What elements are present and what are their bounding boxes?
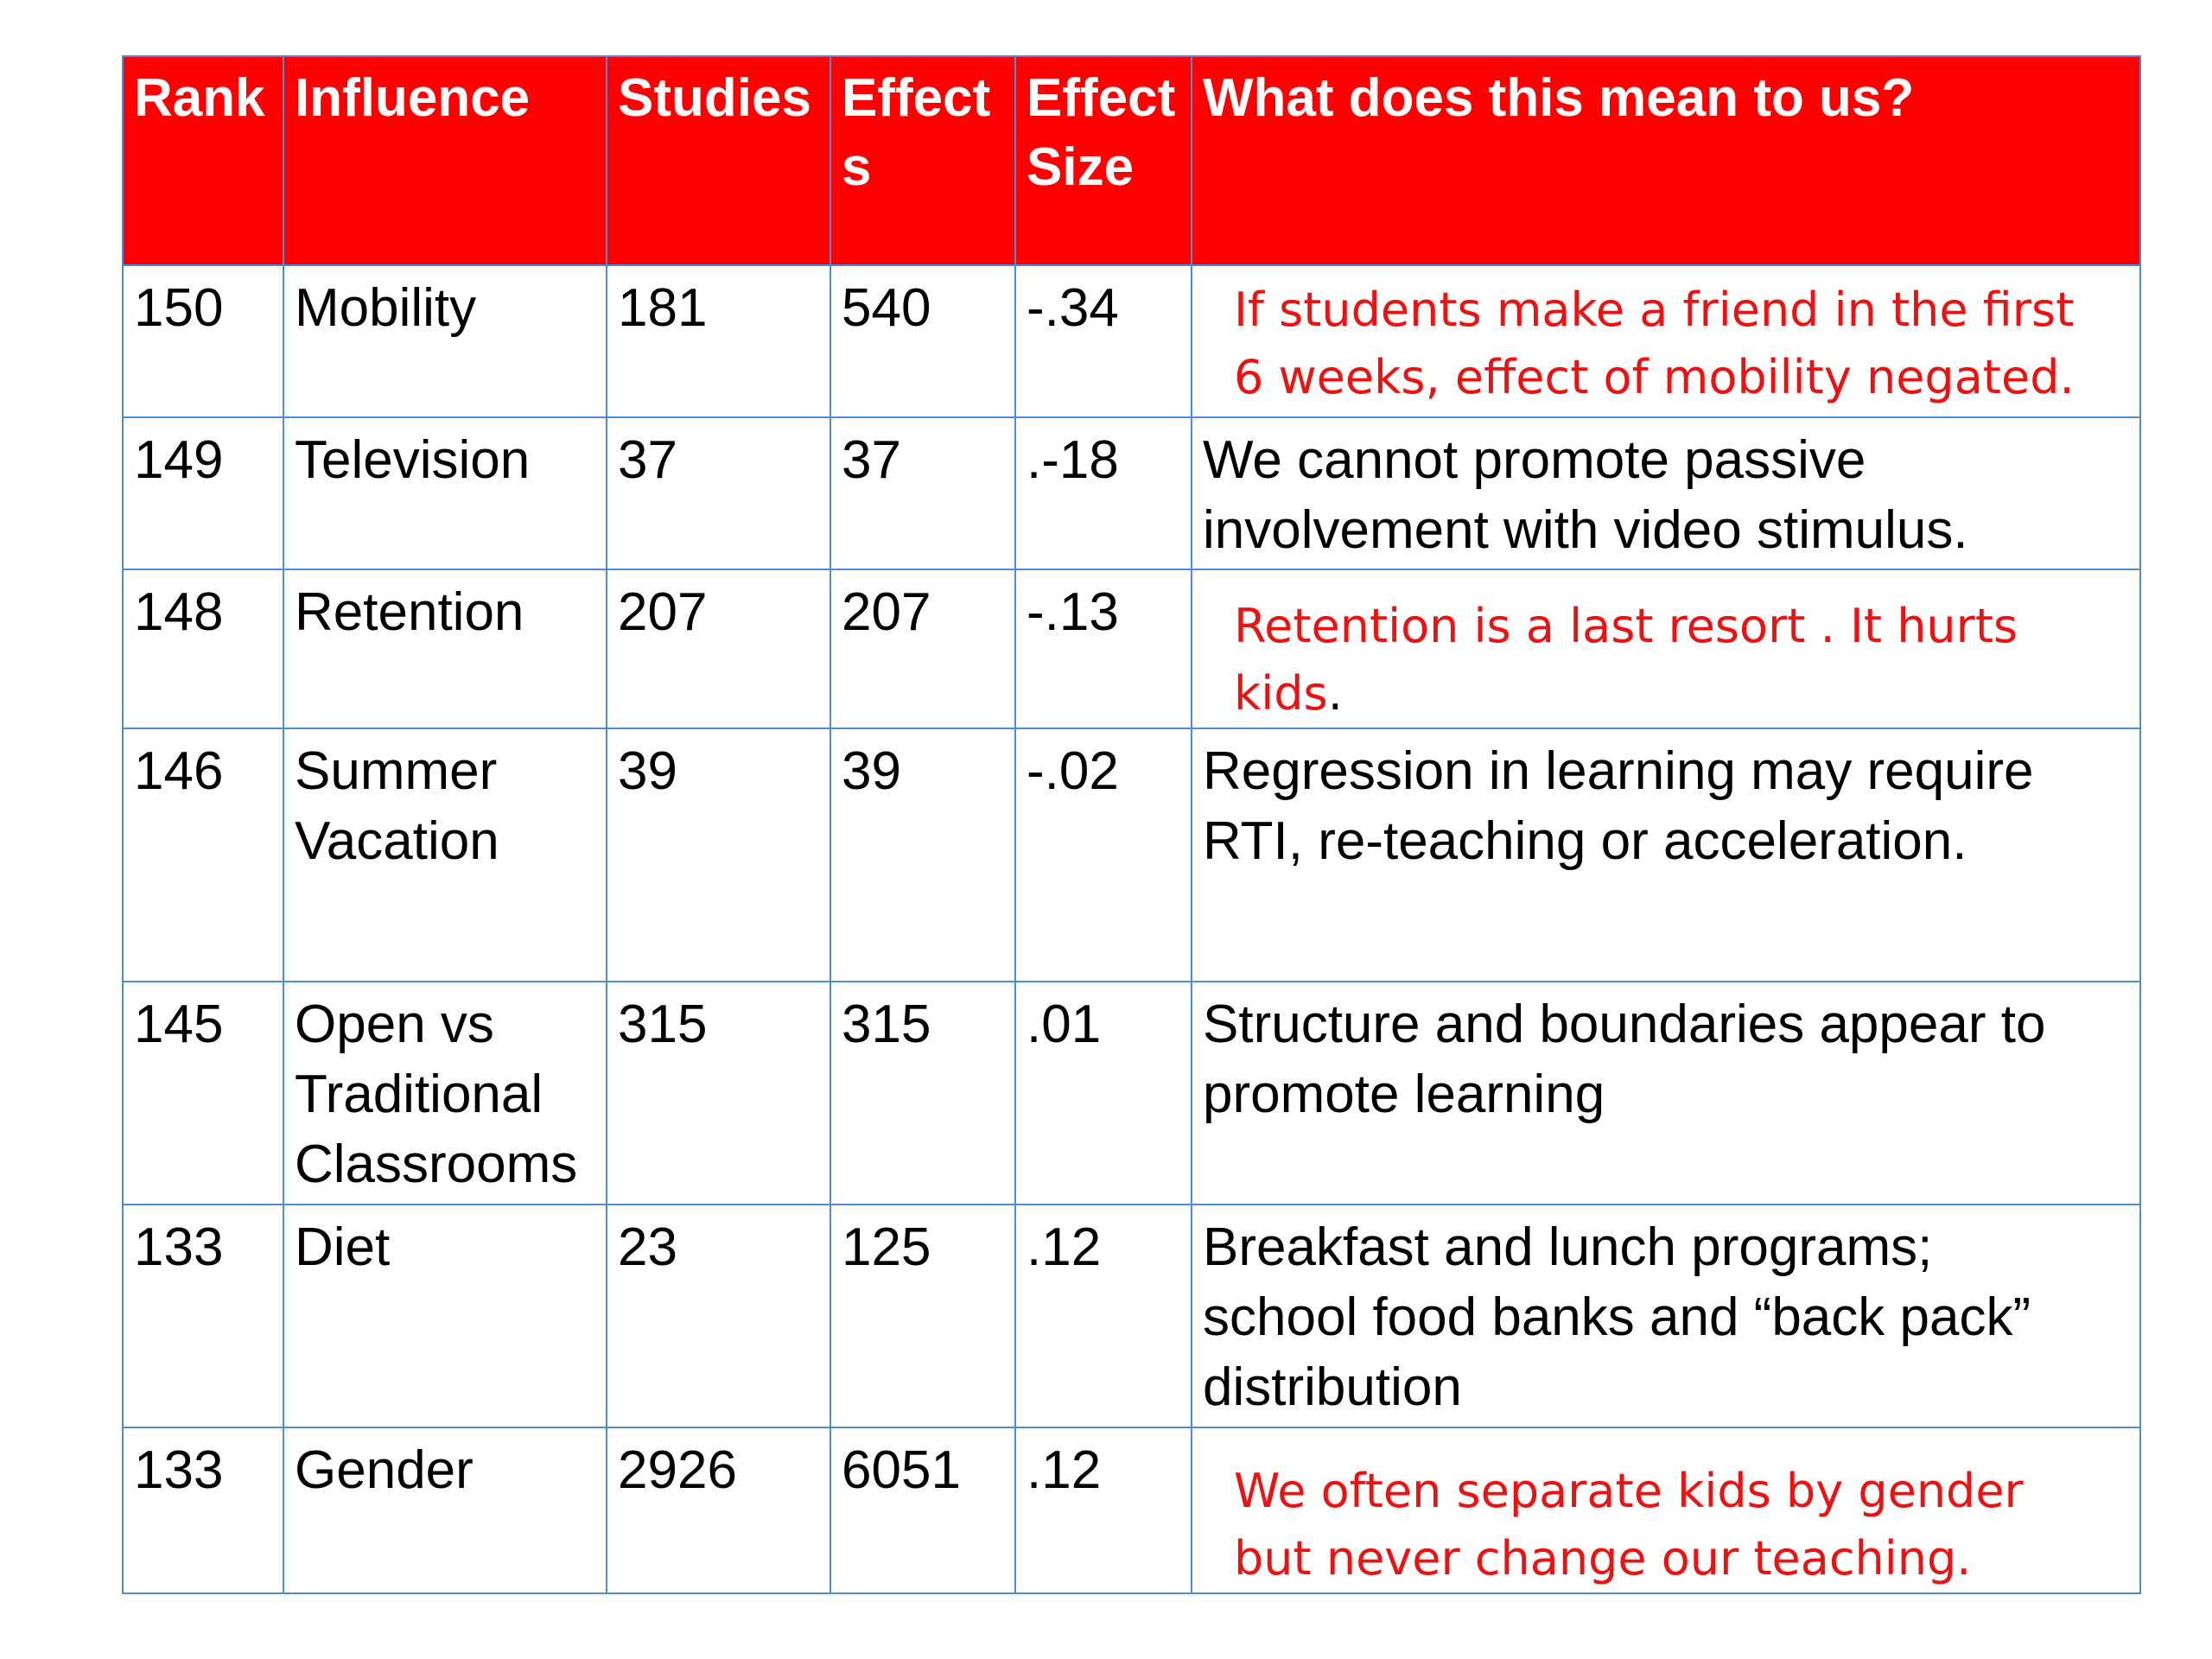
meaning-text: Structure and boundaries appear to promote learning	[1203, 995, 2046, 1124]
influence-cell: Mobility	[283, 265, 607, 417]
influence-cell: Summer Vacation	[283, 728, 607, 982]
meaning-note: We often separate kids by gender but never change our teaching.	[1234, 1464, 2024, 1586]
rank-cell: 150	[123, 265, 283, 417]
table-header-row	[123, 56, 2140, 265]
header-effect-size: Effect Size	[1015, 56, 1192, 265]
effects-cell: 125	[830, 1205, 1015, 1427]
header-effects: Effect s	[830, 56, 1015, 265]
header-studies: Studies	[607, 56, 830, 265]
meaning-cell	[1192, 569, 2140, 728]
rank-cell: 133	[123, 1205, 283, 1427]
meaning-cell	[1192, 417, 2140, 569]
table-row	[123, 569, 2140, 728]
influence-cell: Diet	[283, 1205, 607, 1427]
meaning-cell	[1192, 1205, 2140, 1427]
studies-cell: 2926	[607, 1427, 830, 1593]
studies-cell: 39	[607, 728, 830, 982]
meaning-note	[1203, 577, 2129, 728]
effect-size-cell: -.13	[1015, 569, 1192, 728]
effect-size-cell: .01	[1015, 982, 1192, 1205]
table-row	[123, 982, 2140, 1205]
table-row	[123, 265, 2140, 417]
meaning-note-text: Retention is a last resort . It hurts kids	[1234, 599, 2018, 721]
rank-cell: 149	[123, 417, 283, 569]
effects-cell: 39	[830, 728, 1015, 982]
effects-cell: 6051	[830, 1427, 1015, 1593]
meaning-note: If students make a friend in the first 6 weeks, effect of mobility negated.	[1234, 283, 2075, 404]
header-meaning: What does this mean to us?	[1192, 56, 2140, 265]
meaning-cell	[1192, 1427, 2140, 1593]
influence-cell: Retention	[283, 569, 607, 728]
table-row	[123, 728, 2140, 982]
effect-size-cell: .-18	[1015, 417, 1192, 569]
effect-size-cell: .12	[1015, 1205, 1192, 1427]
meaning-cell	[1192, 265, 2140, 417]
meaning-text: Breakfast and lunch programs; school food banks and “back pack” distribution	[1203, 1217, 2031, 1417]
rank-cell: 146	[123, 728, 283, 982]
meaning-text: Regression in learning may require RTI, re-teaching or acceleration.	[1203, 741, 2034, 871]
header-rank: Rank	[123, 56, 283, 265]
studies-cell: 37	[607, 417, 830, 569]
effect-size-cell: -.02	[1015, 728, 1192, 982]
effects-cell: 315	[830, 982, 1015, 1205]
influence-table	[122, 55, 2141, 1594]
rank-cell: 133	[123, 1427, 283, 1593]
header-influence: Influence	[283, 56, 607, 265]
meaning-cell	[1192, 982, 2140, 1205]
influence-cell: Gender	[283, 1427, 607, 1593]
studies-cell: 181	[607, 265, 830, 417]
table-row	[123, 1205, 2140, 1427]
studies-cell: 207	[607, 569, 830, 728]
table-row	[123, 1427, 2140, 1593]
rank-cell: 145	[123, 982, 283, 1205]
studies-cell: 315	[607, 982, 830, 1205]
effects-cell: 37	[830, 417, 1015, 569]
studies-cell: 23	[607, 1205, 830, 1427]
influence-cell: Television	[283, 417, 607, 569]
meaning-note-period: .	[1327, 666, 1343, 721]
table-row	[123, 417, 2140, 569]
effects-cell: 207	[830, 569, 1015, 728]
meaning-text: We cannot promote passive involvement with video stimulus.	[1203, 430, 1968, 560]
influence-cell: Open vs Traditional Classrooms	[283, 982, 607, 1205]
effects-cell: 540	[830, 265, 1015, 417]
meaning-cell	[1192, 728, 2140, 982]
effect-size-cell: -.34	[1015, 265, 1192, 417]
effect-size-cell: .12	[1015, 1427, 1192, 1593]
rank-cell: 148	[123, 569, 283, 728]
